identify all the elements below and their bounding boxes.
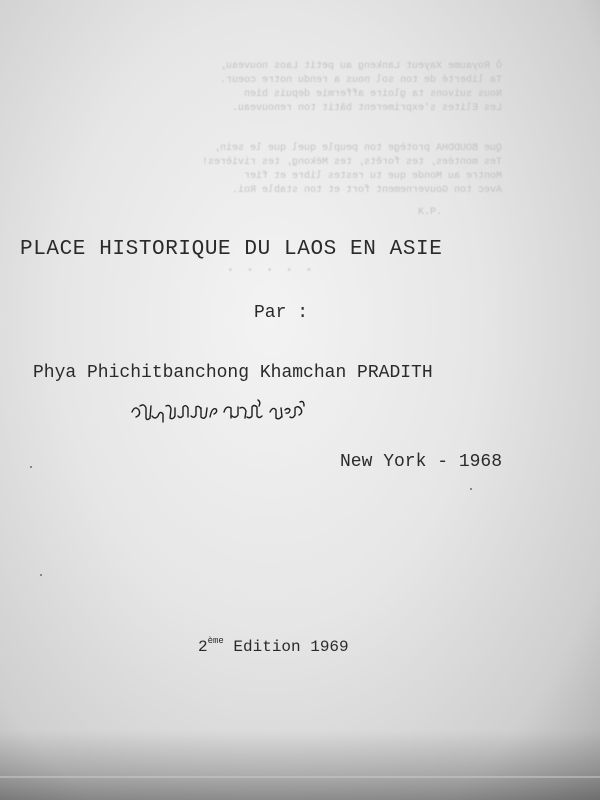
- bleed-line: Ta liberté de ton sol nous a rendu notre coeur.: [219, 75, 502, 86]
- bleed-through-stars: * * * * *: [228, 268, 317, 277]
- by-label: Par :: [254, 303, 309, 323]
- bleed-line: Les Elites s'exprimerent bâtit ton renouveau.: [231, 103, 502, 114]
- bleed-through-text-2: [122, 142, 502, 198]
- paper-speck: [470, 488, 472, 490]
- bleed-through-signature: K.P.: [418, 207, 443, 218]
- page-shadow: [0, 730, 600, 800]
- edition-number: 2: [198, 638, 208, 656]
- handwritten-lao-signature: [128, 392, 318, 430]
- place-year: New York - 1968: [340, 452, 503, 472]
- edition-suffix: ème: [207, 636, 224, 646]
- paper-speck: [30, 466, 32, 468]
- edition-text: Edition 1969: [223, 638, 349, 656]
- document-title: PLACE HISTORIQUE DU LAOS EN ASIE: [20, 238, 443, 261]
- edition-line: [198, 636, 349, 656]
- bleed-line: Tes montées, tes forêts, tes Mékong, tes rivières!: [201, 157, 502, 168]
- paper-speck: [40, 574, 42, 576]
- bleed-through-text-1: [122, 60, 502, 116]
- bleed-line: Montre au Monde que tu restes libre et fier: [243, 171, 502, 182]
- bleed-line: Ô Royaume Xayeut Lankeng au petit Laos nouveau,: [219, 61, 502, 72]
- author-name: Phya Phichitbanchong Khamchan PRADITH: [33, 363, 433, 383]
- bleed-line: Nous suivons ta gloire affermie depuis bien: [243, 89, 502, 100]
- bleed-line: Avec ton Gouvernement fort et ton stable Roi.: [231, 185, 502, 196]
- bleed-line: Que BOUDDHA protège ton peuple quel que le sein,: [213, 143, 502, 154]
